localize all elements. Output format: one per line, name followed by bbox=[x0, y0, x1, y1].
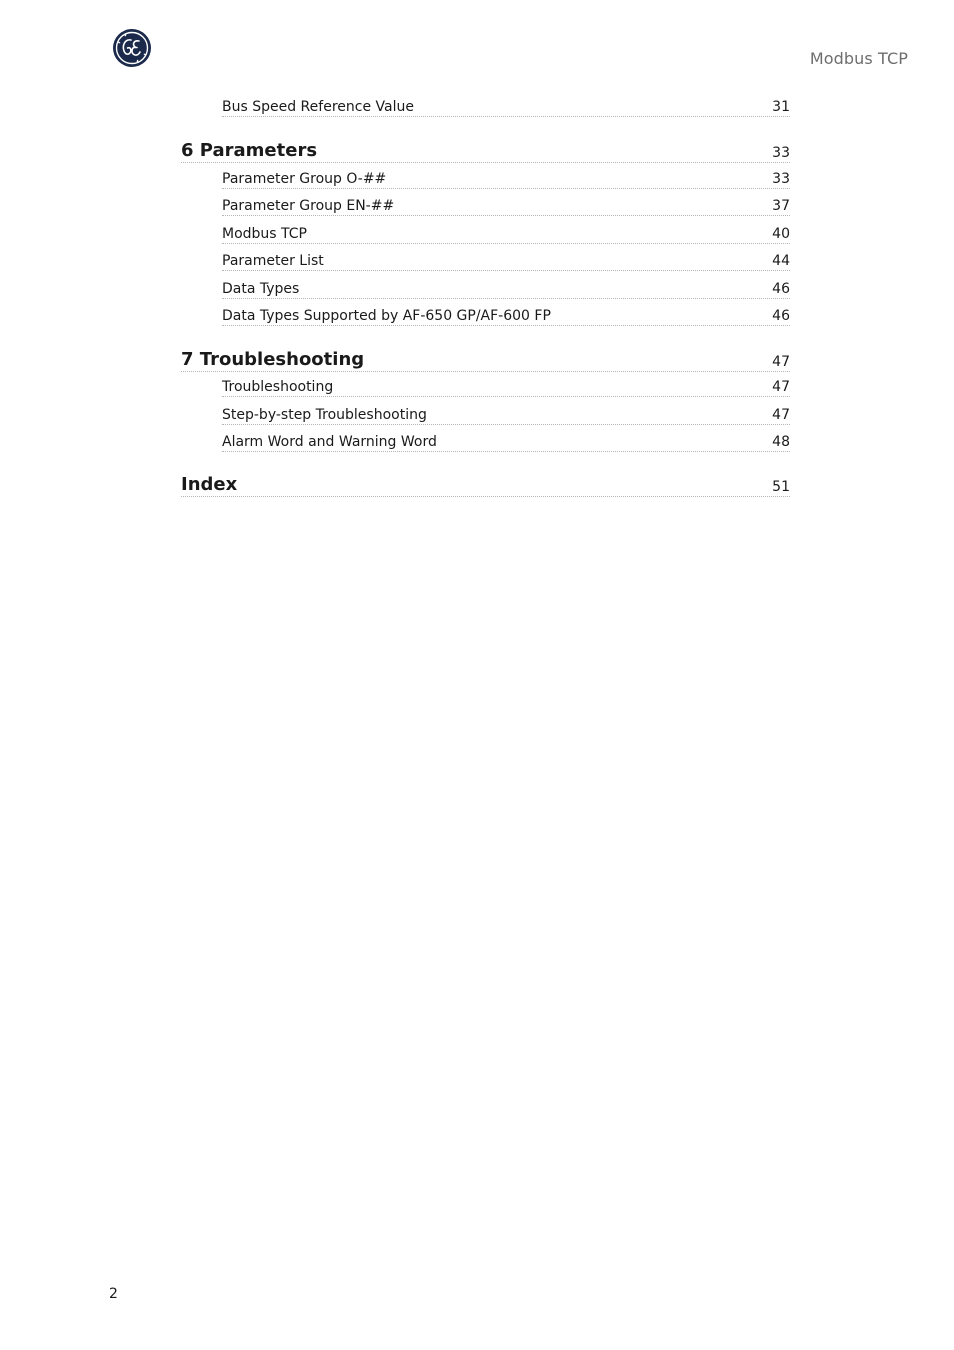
toc-entry-page: 33 bbox=[772, 171, 790, 187]
toc-entry[interactable] bbox=[222, 280, 790, 299]
toc-entry[interactable] bbox=[222, 197, 790, 216]
toc-entry-page: 40 bbox=[772, 226, 790, 242]
toc-chapter[interactable] bbox=[181, 473, 790, 497]
toc-entry[interactable] bbox=[222, 406, 790, 425]
header-title: Modbus TCP bbox=[809, 49, 908, 68]
toc-entry-page: 48 bbox=[772, 434, 790, 450]
toc-entry-label: Alarm Word and Warning Word bbox=[222, 434, 437, 450]
toc-entry-page: 46 bbox=[772, 308, 790, 324]
toc-chapter-page: 47 bbox=[772, 354, 790, 370]
toc-chapter[interactable] bbox=[181, 348, 790, 372]
toc-entry-page: 31 bbox=[772, 99, 790, 115]
toc-entry-page: 37 bbox=[772, 198, 790, 214]
page-number: 2 bbox=[109, 1286, 118, 1302]
toc-entry-label: Data Types bbox=[222, 281, 300, 297]
toc-entry[interactable] bbox=[222, 98, 790, 117]
toc-entry-label: Parameter Group EN-## bbox=[222, 198, 395, 214]
toc-entry-label: Modbus TCP bbox=[222, 226, 307, 242]
toc-entry-page: 44 bbox=[772, 253, 790, 269]
toc-entry[interactable] bbox=[222, 378, 790, 397]
toc-entry[interactable] bbox=[222, 170, 790, 189]
toc-entry-label: Step-by-step Troubleshooting bbox=[222, 407, 427, 423]
toc-entry-label: Parameter List bbox=[222, 253, 324, 269]
toc-chapter-label: Index bbox=[181, 474, 238, 495]
toc-entry[interactable] bbox=[222, 225, 790, 244]
toc-entry[interactable] bbox=[222, 307, 790, 326]
toc-chapter-label: 7 Troubleshooting bbox=[181, 349, 365, 370]
toc-entry-label: Bus Speed Reference Value bbox=[222, 99, 414, 115]
toc-entry-label: Data Types Supported by AF-650 GP/AF-600 FP bbox=[222, 308, 551, 324]
ge-monogram-icon bbox=[112, 28, 152, 68]
toc-chapter-label: 6 Parameters bbox=[181, 140, 318, 161]
ge-logo bbox=[112, 28, 152, 68]
toc-chapter[interactable] bbox=[181, 139, 790, 163]
toc-entry-page: 46 bbox=[772, 281, 790, 297]
toc-chapter-page: 51 bbox=[772, 479, 790, 495]
toc-entry-label: Troubleshooting bbox=[222, 379, 334, 395]
toc-entry-page: 47 bbox=[772, 407, 790, 423]
toc-chapter-page: 33 bbox=[772, 145, 790, 161]
toc-entry-label: Parameter Group O-## bbox=[222, 171, 387, 187]
toc-entry[interactable] bbox=[222, 252, 790, 271]
toc-entry[interactable] bbox=[222, 433, 790, 452]
toc-entry-page: 47 bbox=[772, 379, 790, 395]
